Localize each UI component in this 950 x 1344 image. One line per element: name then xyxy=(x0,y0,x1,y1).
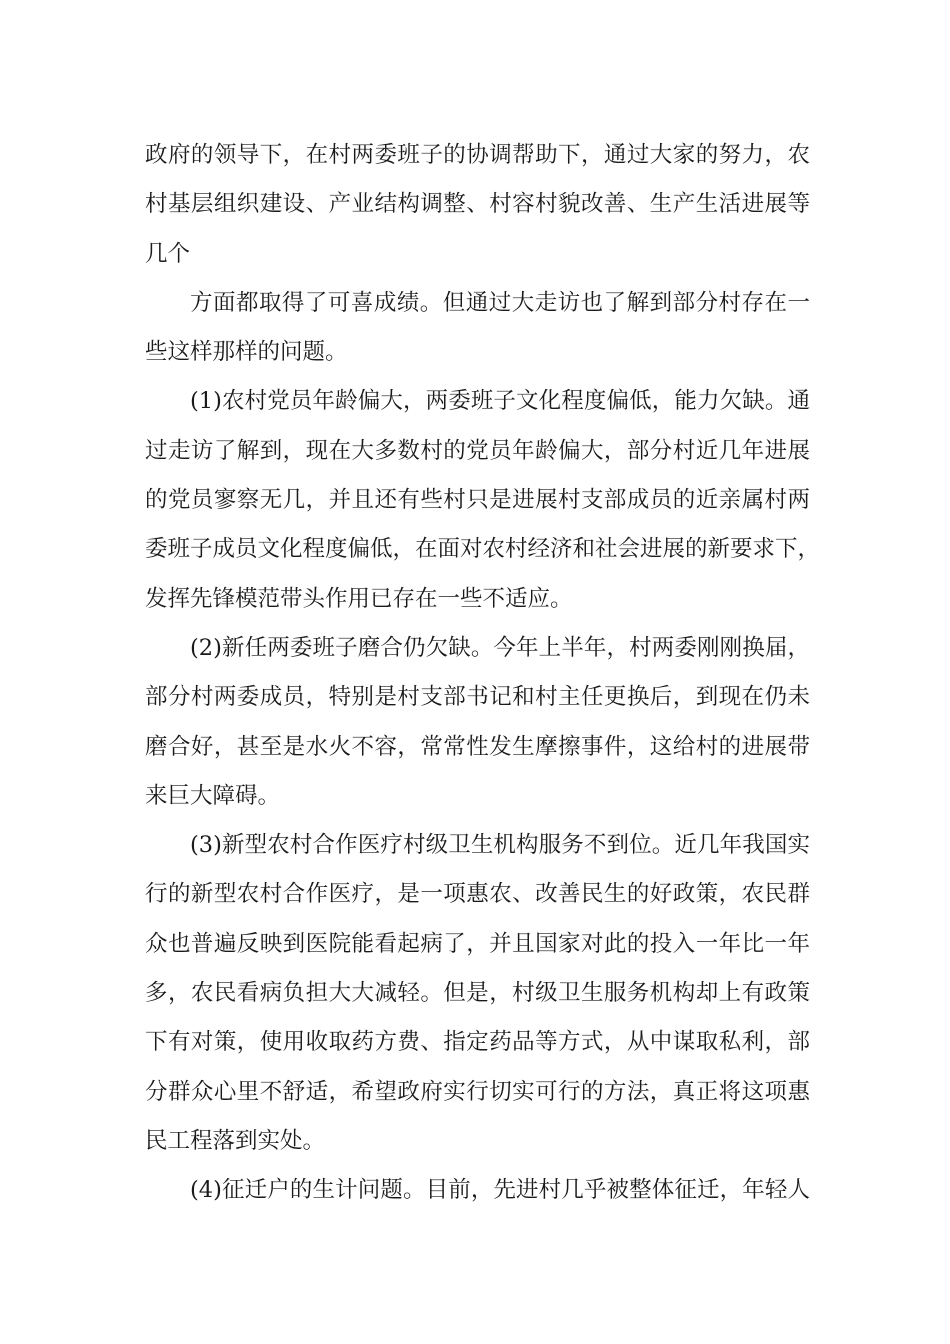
text-line: 村基层组织建设、产业结构调整、村容村貌改善、生产生活进展等 xyxy=(145,191,810,218)
text-line: 多，农民看病负担大大减轻。但是，村级卫生服务机构却上有政策 xyxy=(145,980,810,1007)
text-line: 的党员寥察无几，并且还有些村只是进展村支部成员的近亲属村两 xyxy=(145,487,810,514)
text-line: 众也普遍反映到医院能看起病了，并且国家对此的投入一年比一年 xyxy=(145,930,810,957)
text-line: 下有对策，使用收取药方费、指定药品等方式，从中谋取私利，部 xyxy=(145,1029,810,1056)
text-line: 委班子成员文化程度偏低，在面对农村经济和社会进展的新要求下， xyxy=(145,536,821,563)
text-line: 方面都取得了可喜成绩。但通过大走访也了解到部分村存在一 xyxy=(190,289,810,316)
text-line: 些这样那样的问题。 xyxy=(145,339,348,366)
text-line: 几个 xyxy=(145,240,191,267)
text-line: 部分村两委成员，特别是村支部书记和村主任更换后，到现在仍未 xyxy=(145,684,810,711)
text-line: 政府的领导下，在村两委班子的协调帮助下，通过大家的努力，农 xyxy=(145,142,810,168)
text-line: 行的新型农村合作医疗，是一项惠农、改善民生的好政策，农民群 xyxy=(145,881,810,908)
text-line: 磨合好，甚至是水火不容，常常性发生摩擦事件，这给村的进展带 xyxy=(145,733,810,760)
text-line: 来巨大障碍。 xyxy=(145,782,281,809)
text-line: (1)农村党员年龄偏大，两委班子文化程度偏低，能力欠缺。通 xyxy=(190,388,810,415)
body-text xyxy=(145,131,821,1216)
text-line: 民工程落到实处。 xyxy=(145,1127,326,1154)
text-line: (4)征迁户的生计问题。目前，先进村几乎被整体征迁，年轻人 xyxy=(190,1177,810,1204)
text-line: (2)新任两委班子磨合仍欠缺。今年上半年，村两委刚刚换届， xyxy=(190,634,810,661)
text-line: (3)新型农村合作医疗村级卫生机构服务不到位。近几年我国实 xyxy=(190,832,810,859)
text-line: 发挥先锋模范带头作用已存在一些不适应。 xyxy=(145,585,573,612)
text-line: 分群众心里不舒适，希望政府实行切实可行的方法，真正将这项惠 xyxy=(145,1078,810,1105)
text-line: 过走访了解到，现在大多数村的党员年龄偏大，部分村近几年进展 xyxy=(145,437,810,464)
